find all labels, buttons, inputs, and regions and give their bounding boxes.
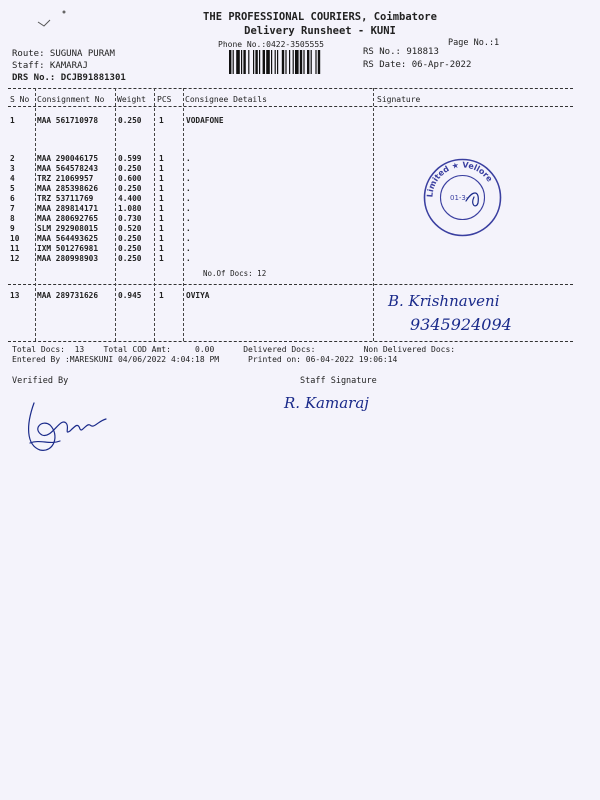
barcode <box>229 50 353 74</box>
route: Route: SUGUNA PURAM <box>12 49 115 59</box>
col-header-sno: S No <box>10 95 30 104</box>
document-title: Delivery Runsheet - KUNI <box>244 25 396 37</box>
phone-number: Phone No.:0422-3505555 <box>218 40 324 49</box>
verified-by-label: Verified By <box>12 376 69 386</box>
verifier-signature <box>20 395 110 455</box>
svg-text:R. Kamaraj: R. Kamaraj <box>284 394 369 412</box>
entered-by-line: Entered By :MARESKUNI 04/06/2022 4:04:18 PM Printed on: 06-04-2022 19:06:14 <box>12 355 398 364</box>
svg-text:Limited ★ Vellore: Limited ★ Vellore <box>425 160 495 198</box>
header-rule <box>8 106 573 107</box>
svg-text:01-3-: 01-3- <box>450 194 469 202</box>
col-divider <box>373 88 374 341</box>
table-top-rule <box>8 88 573 89</box>
svg-text:B. Krishnaveni: B. Krishnaveni <box>388 292 500 310</box>
drs-number: DRS No.: DCJB91881301 <box>12 73 126 83</box>
col-header-consignee: Consignee Details <box>185 95 267 104</box>
staff-signature-handwriting <box>282 388 392 420</box>
col-divider <box>154 88 155 341</box>
rs-number: RS No.: 918813 <box>363 47 439 57</box>
staff: Staff: KAMARAJ <box>12 61 88 71</box>
col-header-consignment: Consignment No <box>37 95 105 104</box>
svg-text:9345924094: 9345924094 <box>410 315 512 334</box>
page-number: Page No.:1 <box>448 38 500 48</box>
company-name: THE PROFESSIONAL COURIERS, Coimbatore <box>203 11 437 23</box>
col-divider <box>183 88 184 341</box>
table-bottom-rule <box>8 341 573 342</box>
col-divider <box>115 88 116 341</box>
col-divider <box>35 88 36 341</box>
col-header-pcs: PCS <box>157 95 172 104</box>
totals-line: Total Docs: 13 Total COD Amt: 0.00 Delivered Docs: Non Delivered Docs: <box>12 345 456 354</box>
scan-mark <box>30 8 70 38</box>
group-rule <box>8 284 573 285</box>
rs-date: RS Date: 06-Apr-2022 <box>363 60 472 70</box>
staff-signature-label: Staff Signature <box>300 376 377 386</box>
col-header-signature: Signature <box>377 95 421 104</box>
recipient-handwriting <box>380 288 570 336</box>
col-header-weight: Weight <box>117 95 146 104</box>
docs-count: No.Of Docs: 12 <box>203 269 267 278</box>
company-stamp <box>420 155 505 240</box>
